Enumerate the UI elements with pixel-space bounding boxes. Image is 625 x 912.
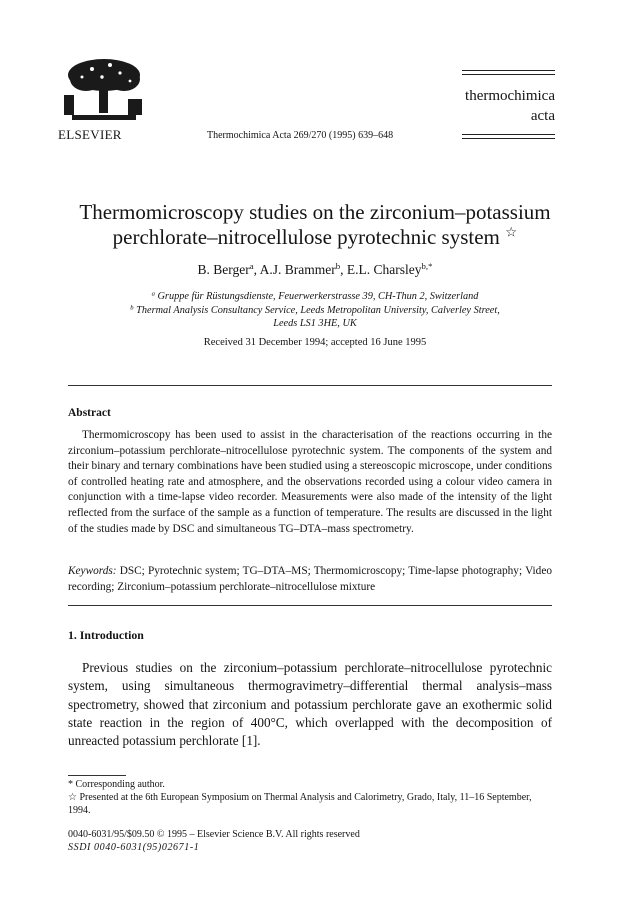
journal-name-line1: thermochimica bbox=[465, 88, 555, 104]
title-line-1: Thermomicroscopy studies on the zirconium–potassium bbox=[79, 200, 551, 224]
abstract-paragraph: Thermomicroscopy has been used to assist in the characterisation of the reactions occurring in the zirconium–potassium perchlorate–nitrocellulose pyrotechnic system. The components of the system and their binary and ternary combinations have been studied using a stereoscopic microscope, under conditions of controlled heating rate and atmosphere, and the observations recorded using a colour video camera in conjunction with a time-lapse video recorder. Measurements were also made of the intensity of the light reflected from the surface of the sample as a function of temperature. The results are discussed in the light of the studies made by DSC and simultaneous TG–DTA–mass spectrometry. bbox=[68, 429, 552, 535]
author-affiliation-mark: b bbox=[335, 261, 341, 272]
affiliation-b-continued: Leeds LS1 3HE, UK bbox=[273, 318, 357, 329]
footnote-rule bbox=[68, 775, 126, 776]
keywords-label: Keywords: bbox=[68, 565, 117, 577]
introduction-paragraph: Previous studies on the zirconium–potassium perchlorate–nitrocellulose pyrotechnic system, using simultaneous thermogravimetry–differential thermal analysis–mass spectrometry, showed that zirconium and potassium perchlorate gave an exothermic solid state reaction in the region of 400°C, which overlapped with the decomposition of unreacted potassium perchlorate [1]. bbox=[68, 660, 552, 749]
journal-name-line2: acta bbox=[530, 108, 555, 124]
author-name: A.J. Brammer bbox=[259, 262, 336, 277]
journal-rule-bottom-2 bbox=[462, 138, 555, 139]
article-title bbox=[60, 200, 570, 250]
keywords-text: DSC; Pyrotechnic system; TG–DTA–MS; Thermomicroscopy; Time-lapse photography; Video recording; Zirconium–potassium perchlorate–nitrocellulose mixture bbox=[68, 565, 552, 593]
title-line-2 bbox=[60, 225, 570, 250]
publication-info bbox=[68, 828, 552, 854]
divider-bottom bbox=[68, 605, 552, 606]
keywords bbox=[68, 564, 552, 595]
affiliation-b: $^b$ Thermal Analysis Consultancy Service, Leeds Metropolitan University, Calverley Street, bbox=[130, 303, 500, 316]
journal-rule-bottom bbox=[462, 134, 555, 135]
journal-rule-top-2 bbox=[462, 74, 555, 75]
author-name: B. Berger bbox=[197, 262, 250, 277]
author-list: B. Berger$^a$, A.J. Brammer$^b$, E.L. Charsley$^{b,*}$ bbox=[197, 261, 433, 277]
author-affiliation-mark: a bbox=[249, 261, 254, 272]
affiliation-a: $^a$ Gruppe für Rüstungsdienste, Feuerwerkerstrasse 39, CH-Thun 2, Switzerland bbox=[151, 290, 479, 302]
title-line-2-text: perchlorate–nitrocellulose pyrotechnic system bbox=[112, 225, 500, 249]
title-footnote-mark: ☆ bbox=[505, 224, 518, 240]
section-heading-introduction: 1. Introduction bbox=[68, 628, 144, 642]
introduction-body bbox=[68, 659, 552, 750]
ssdi-line: SSDI 0040-6031(95)02671-1 bbox=[68, 842, 200, 853]
abstract-heading: Abstract bbox=[68, 407, 111, 419]
divider-top bbox=[68, 385, 552, 386]
footnote-corresponding: * Corresponding author. bbox=[68, 779, 165, 790]
footnote-presented: ☆ Presented at the 6th European Symposium on Thermal Analysis and Calorimetry, Grado, Italy, 11–16 September, 1994. bbox=[68, 792, 532, 816]
abstract-body bbox=[68, 428, 552, 537]
received-dates: Received 31 December 1994; accepted 16 June 1995 bbox=[203, 337, 427, 348]
journal-rule-top bbox=[462, 70, 555, 71]
author-name: E.L. Charsley bbox=[346, 262, 422, 277]
copyright-line: 0040-6031/95/$09.50 © 1995 – Elsevier Science B.V. All rights reserved bbox=[68, 829, 360, 840]
footnotes bbox=[68, 778, 552, 817]
publisher-name: ELSEVIER bbox=[58, 127, 122, 142]
author-affiliation-mark: b,* bbox=[421, 261, 433, 272]
elsevier-tree-logo bbox=[58, 55, 150, 125]
affiliations bbox=[60, 290, 570, 331]
journal-citation: Thermochimica Acta 269/270 (1995) 639–648 bbox=[207, 130, 394, 141]
